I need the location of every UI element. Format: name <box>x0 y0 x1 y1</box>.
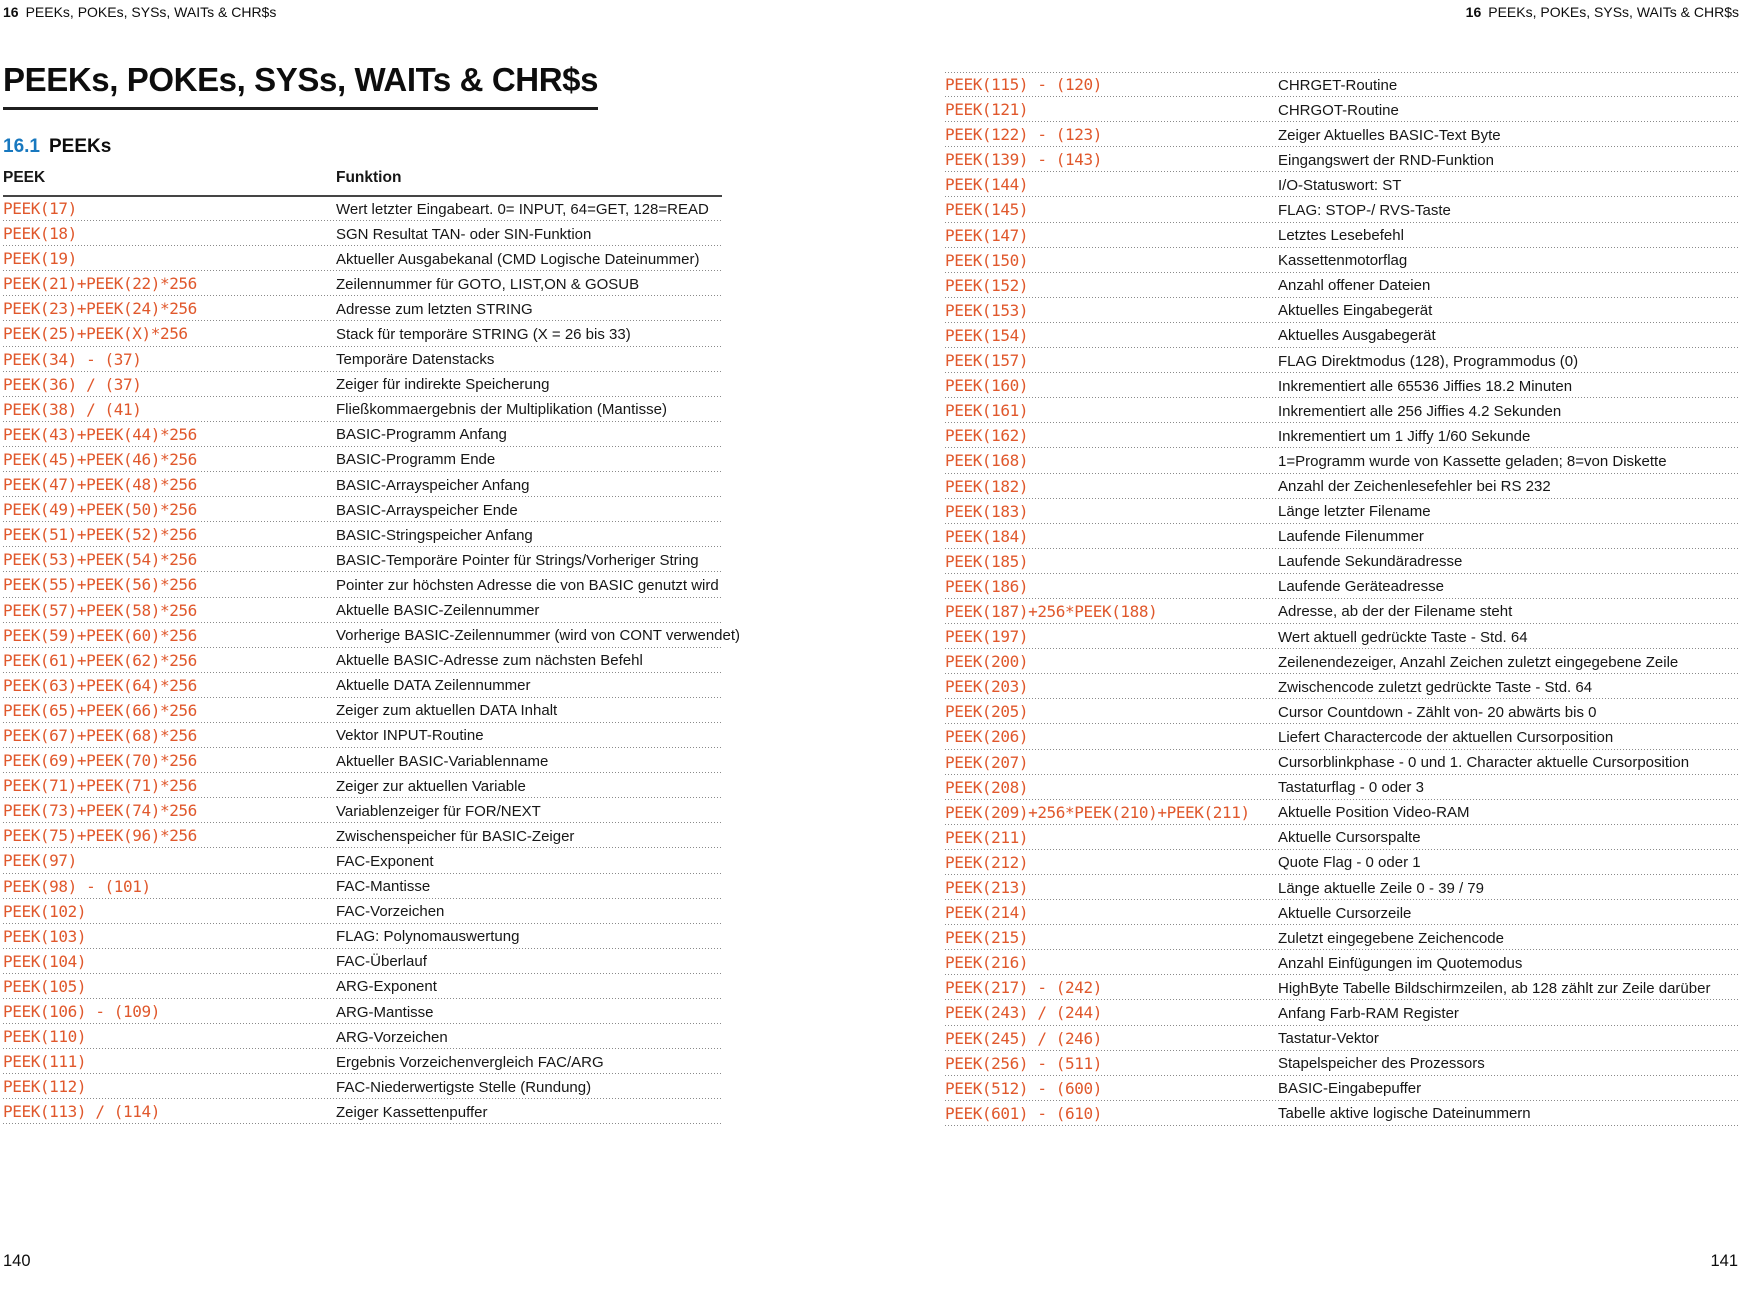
peek-code-cell: PEEK(55)+PEEK(56)*256 <box>3 575 197 595</box>
peek-code-cell: PEEK(512) - (600) <box>945 1078 1102 1098</box>
funktion-cell: Temporäre Datenstacks <box>336 351 495 369</box>
table-row <box>945 649 1739 674</box>
table-row <box>3 648 722 673</box>
table-row <box>945 524 1739 549</box>
peek-code-cell: PEEK(18) <box>3 224 77 244</box>
funktion-cell: Anzahl Einfügungen im Quotemodus <box>1278 954 1523 972</box>
funktion-cell: Vektor INPUT-Routine <box>336 727 484 745</box>
table-row <box>945 549 1739 574</box>
table-row <box>3 196 722 221</box>
funktion-cell: Quote Flag - 0 oder 1 <box>1278 854 1421 872</box>
table-row <box>945 348 1739 373</box>
table-row <box>945 323 1739 348</box>
table-row <box>3 271 722 296</box>
funktion-cell: Aktuelles Ausgabegerät <box>1278 327 1436 345</box>
peek-code-cell: PEEK(103) <box>3 926 87 946</box>
table-row <box>945 775 1739 800</box>
table-row <box>945 975 1739 1000</box>
table-row <box>3 1099 722 1124</box>
funktion-cell: FAC-Mantisse <box>336 878 431 896</box>
peek-code-cell: PEEK(200) <box>945 652 1029 672</box>
table-row <box>3 848 722 873</box>
peek-code-cell: PEEK(97) <box>3 851 77 871</box>
funktion-cell: Wert letzter Eingabeart. 0= INPUT, 64=GET, 128=READ <box>336 200 709 218</box>
peek-code-cell: PEEK(47)+PEEK(48)*256 <box>3 475 197 495</box>
running-header-right <box>945 4 1739 20</box>
funktion-cell: Zeiger zur aktuellen Variable <box>336 777 526 795</box>
funktion-cell: Länge letzter Filename <box>1278 503 1431 521</box>
funktion-cell: Anzahl offener Dateien <box>1278 277 1431 295</box>
funktion-cell: Adresse, ab der der Filename steht <box>1278 603 1513 621</box>
peek-code-cell: PEEK(161) <box>945 401 1029 421</box>
funktion-cell: Aktuelles Eingabegerät <box>1278 302 1433 320</box>
table-row <box>3 823 722 848</box>
funktion-cell: Zeilennummer für GOTO, LIST,ON & GOSUB <box>336 275 640 293</box>
page-number-left: 140 <box>3 1252 31 1270</box>
funktion-cell: Zeiger zum aktuellen DATA Inhalt <box>336 702 558 720</box>
funktion-cell: FAC-Überlauf <box>336 953 427 971</box>
table-row <box>3 547 722 572</box>
peek-code-cell: PEEK(67)+PEEK(68)*256 <box>3 725 197 745</box>
peek-code-cell: PEEK(115) - (120) <box>945 75 1102 94</box>
peek-code-cell: PEEK(152) <box>945 275 1029 295</box>
peek-code-cell: PEEK(184) <box>945 526 1029 546</box>
funktion-cell: BASIC-Arrayspeicher Ende <box>336 501 518 519</box>
peek-table-left <box>3 196 741 1124</box>
funktion-cell: Zeilenendezeiger, Anzahl Zeichen zuletzt eingegebene Zeile <box>1278 653 1679 671</box>
peek-code-cell: PEEK(157) <box>945 351 1029 371</box>
peek-code-cell: PEEK(256) - (511) <box>945 1053 1102 1073</box>
table-row <box>3 974 722 999</box>
table-row <box>945 1026 1739 1051</box>
peek-code-cell: PEEK(217) - (242) <box>945 978 1102 998</box>
right-page <box>945 0 1739 1309</box>
table-row <box>945 1000 1739 1025</box>
funktion-cell: Aktueller Ausgabekanal (CMD Logische Dateinummer) <box>336 250 700 268</box>
funktion-cell: Eingangswert der RND-Funktion <box>1278 151 1494 169</box>
peek-code-cell: PEEK(105) <box>3 976 87 996</box>
table-row <box>945 223 1739 248</box>
funktion-cell: Tabelle aktive logische Dateinummern <box>1278 1105 1531 1123</box>
funktion-cell: BASIC-Temporäre Pointer für Strings/Vorheriger String <box>336 551 699 569</box>
funktion-cell: CHRGET-Routine <box>1278 76 1398 94</box>
table-row <box>3 673 722 698</box>
column-header-funktion: Funktion <box>336 169 402 186</box>
peek-code-cell: PEEK(139) - (143) <box>945 150 1102 170</box>
peek-code-cell: PEEK(38) / (41) <box>3 399 142 419</box>
peek-code-cell: PEEK(122) - (123) <box>945 125 1102 145</box>
peek-code-cell: PEEK(36) / (37) <box>3 374 142 394</box>
funktion-cell: FLAG: Polynomauswertung <box>336 928 520 946</box>
peek-code-cell: PEEK(144) <box>945 175 1029 195</box>
funktion-cell: Ergebnis Vorzeichenvergleich FAC/ARG <box>336 1053 604 1071</box>
funktion-cell: Anzahl der Zeichenlesefehler bei RS 232 <box>1278 478 1551 495</box>
funktion-cell: FLAG: STOP-/ RVS-Taste <box>1278 201 1451 219</box>
peek-code-cell: PEEK(71)+PEEK(71)*256 <box>3 776 197 796</box>
peek-code-cell: PEEK(153) <box>945 300 1029 320</box>
peek-code-cell: PEEK(160) <box>945 376 1029 396</box>
peek-code-cell: PEEK(104) <box>3 951 87 971</box>
funktion-cell: Pointer zur höchsten Adresse die von BASIC genutzt wird <box>336 576 719 594</box>
funktion-cell: Zuletzt eingegebene Zeichencode <box>1278 929 1504 947</box>
table-row <box>3 874 722 899</box>
table-row <box>945 97 1739 122</box>
table-row <box>945 373 1739 398</box>
funktion-cell: SGN Resultat TAN- oder SIN-Funktion <box>336 225 592 243</box>
table-row <box>3 949 722 974</box>
table-row <box>3 397 722 422</box>
table-row <box>3 999 722 1024</box>
page-title: PEEKs, POKEs, SYSs, WAITs & CHR$s <box>3 61 598 110</box>
funktion-cell: Aktuelle DATA Zeilennummer <box>336 677 531 695</box>
funktion-cell: Zeiger Kassettenpuffer <box>336 1103 488 1121</box>
left-page <box>3 0 741 1309</box>
funktion-cell: Kassettenmotorflag <box>1278 252 1408 270</box>
funktion-cell: Länge aktuelle Zeile 0 - 39 / 79 <box>1278 879 1484 897</box>
table-row <box>945 1051 1739 1076</box>
peek-code-cell: PEEK(19) <box>3 249 77 269</box>
peek-code-cell: PEEK(59)+PEEK(60)*256 <box>3 625 197 645</box>
peek-code-cell: PEEK(209)+256*PEEK(210)+PEEK(211) <box>945 802 1250 822</box>
peek-code-cell: PEEK(17) <box>3 199 77 218</box>
column-header-peek: PEEK <box>3 169 46 186</box>
peek-code-cell: PEEK(45)+PEEK(46)*256 <box>3 449 197 469</box>
funktion-cell: BASIC-Arrayspeicher Anfang <box>336 476 530 494</box>
peek-code-cell: PEEK(65)+PEEK(66)*256 <box>3 700 197 720</box>
peek-code-cell: PEEK(145) <box>945 200 1029 220</box>
funktion-cell: BASIC-Stringspeicher Anfang <box>336 526 533 544</box>
peek-code-cell: PEEK(51)+PEEK(52)*256 <box>3 525 197 545</box>
funktion-cell: Wert aktuell gedrückte Taste - Std. 64 <box>1278 628 1528 646</box>
peek-code-cell: PEEK(183) <box>945 501 1029 521</box>
peek-code-cell: PEEK(211) <box>945 827 1029 847</box>
funktion-cell: FLAG Direktmodus (128), Programmodus (0) <box>1278 352 1579 370</box>
funktion-cell: Variablenzeiger für FOR/NEXT <box>336 802 541 820</box>
table-row <box>945 1076 1739 1101</box>
table-row <box>3 723 722 748</box>
table-row <box>3 572 722 597</box>
table-row <box>945 950 1739 975</box>
funktion-cell: FAC-Exponent <box>336 852 434 870</box>
table-row <box>3 698 722 723</box>
peek-code-cell: PEEK(187)+256*PEEK(188) <box>945 601 1158 621</box>
table-row <box>3 321 722 346</box>
funktion-cell: ARG-Mantisse <box>336 1003 434 1021</box>
peek-code-cell: PEEK(106) - (109) <box>3 1002 160 1021</box>
table-row <box>945 850 1739 875</box>
table-row <box>945 474 1739 499</box>
peek-code-cell: PEEK(208) <box>945 777 1029 797</box>
funktion-cell: BASIC-Eingabepuffer <box>1278 1080 1422 1098</box>
table-row <box>945 624 1739 649</box>
funktion-cell: Laufende Geräteadresse <box>1278 578 1444 596</box>
funktion-cell: FAC-Niederwertigste Stelle (Rundung) <box>336 1078 592 1096</box>
running-header-left <box>3 4 722 20</box>
chapter-title: PEEKs, POKEs, SYSs, WAITs & CHR$s <box>25 4 277 20</box>
table-row <box>3 422 722 447</box>
peek-code-cell: PEEK(213) <box>945 878 1029 897</box>
table-row <box>945 674 1739 699</box>
peek-code-cell: PEEK(243) / (244) <box>945 1003 1102 1023</box>
table-row <box>945 122 1739 147</box>
peek-code-cell: PEEK(98) - (101) <box>3 876 151 896</box>
funktion-cell: Laufende Filenummer <box>1278 528 1424 546</box>
table-row <box>3 748 722 773</box>
funktion-cell: Cursorblinkphase - 0 und 1. Character aktuelle Cursorposition <box>1278 754 1690 772</box>
funktion-cell: Laufende Sekundäradresse <box>1278 553 1463 571</box>
peek-code-cell: PEEK(63)+PEEK(64)*256 <box>3 675 197 695</box>
peek-code-cell: PEEK(21)+PEEK(22)*256 <box>3 274 197 294</box>
peek-code-cell: PEEK(197) <box>945 627 1029 647</box>
table-row <box>945 825 1739 850</box>
table-row <box>945 248 1739 273</box>
table-row <box>945 875 1739 900</box>
table-row <box>3 924 722 949</box>
table-header <box>3 169 722 197</box>
table-row <box>3 1024 722 1049</box>
section-heading <box>3 136 111 158</box>
funktion-cell: Tastatur-Vektor <box>1278 1030 1379 1048</box>
peek-code-cell: PEEK(205) <box>945 702 1029 722</box>
funktion-cell: Zeiger für indirekte Speicherung <box>336 376 550 394</box>
funktion-cell: I/O-Statuswort: ST <box>1278 176 1402 194</box>
section-title: PEEKs <box>48 136 112 157</box>
table-row <box>3 472 722 497</box>
chapter-number: 16 <box>1465 4 1482 20</box>
peek-code-cell: PEEK(111) <box>3 1052 87 1072</box>
funktion-cell: Tastaturflag - 0 oder 3 <box>1278 779 1424 797</box>
table-row <box>3 246 722 271</box>
peek-code-cell: PEEK(214) <box>945 903 1029 923</box>
peek-code-cell: PEEK(215) <box>945 928 1029 948</box>
funktion-cell: Fließkommaergebnis der Multiplikation (Mantisse) <box>336 401 667 419</box>
funktion-cell: Letztes Lesebefehl <box>1278 227 1404 245</box>
peek-code-cell: PEEK(49)+PEEK(50)*256 <box>3 500 197 520</box>
table-row <box>3 347 722 372</box>
funktion-cell: ARG-Vorzeichen <box>336 1028 448 1046</box>
table-row <box>3 296 722 321</box>
peek-code-cell: PEEK(23)+PEEK(24)*256 <box>3 299 197 319</box>
funktion-cell: Aktuelle BASIC-Zeilennummer <box>336 602 540 619</box>
peek-code-cell: PEEK(113) / (114) <box>3 1102 160 1122</box>
peek-code-cell: PEEK(34) - (37) <box>3 349 142 369</box>
table-row <box>3 372 722 397</box>
table-row <box>945 574 1739 599</box>
table-row <box>945 599 1739 624</box>
table-row <box>945 197 1739 222</box>
funktion-cell: CHRGOT-Routine <box>1278 101 1399 119</box>
funktion-cell: Zwischencode zuletzt gedrückte Taste - Std. 64 <box>1278 678 1593 696</box>
table-row <box>945 724 1739 749</box>
chapter-number: 16 <box>3 4 19 20</box>
funktion-cell: Adresse zum letzten STRING <box>336 300 533 318</box>
funktion-cell: Inkrementiert um 1 Jiffy 1/60 Sekunde <box>1278 427 1531 445</box>
peek-code-cell: PEEK(147) <box>945 225 1029 245</box>
funktion-cell: Liefert Charactercode der aktuellen Cursorposition <box>1278 728 1614 746</box>
peek-code-cell: PEEK(182) <box>945 476 1029 496</box>
funktion-cell: Inkrementiert alle 256 Jiffies 4.2 Sekunden <box>1278 402 1562 420</box>
funktion-cell: Aktuelle BASIC-Adresse zum nächsten Befehl <box>336 652 643 670</box>
peek-code-cell: PEEK(121) <box>945 100 1029 120</box>
peek-code-cell: PEEK(53)+PEEK(54)*256 <box>3 550 197 570</box>
table-row <box>3 1049 722 1074</box>
peek-code-cell: PEEK(216) <box>945 953 1029 973</box>
funktion-cell: HighByte Tabelle Bildschirmzeilen, ab 128 zählt zur Zeile darüber <box>1278 979 1711 997</box>
table-row <box>945 298 1739 323</box>
table-row <box>3 623 741 648</box>
funktion-cell: BASIC-Programm Ende <box>336 451 496 469</box>
table-row <box>945 699 1739 724</box>
peek-code-cell: PEEK(61)+PEEK(62)*256 <box>3 650 197 670</box>
peek-code-cell: PEEK(43)+PEEK(44)*256 <box>3 424 197 444</box>
table-row <box>945 499 1739 524</box>
table-row <box>3 899 722 924</box>
peek-code-cell: PEEK(245) / (246) <box>945 1028 1102 1048</box>
table-row <box>945 1101 1739 1126</box>
table-row <box>945 172 1739 197</box>
table-row <box>3 497 722 522</box>
peek-code-cell: PEEK(207) <box>945 752 1029 772</box>
peek-code-cell: PEEK(162) <box>945 426 1029 446</box>
funktion-cell: 1=Programm wurde von Kassette geladen; 8=von Diskette <box>1278 452 1667 470</box>
peek-code-cell: PEEK(212) <box>945 852 1029 872</box>
funktion-cell: Zeiger Aktuelles BASIC-Text Byte <box>1278 126 1501 144</box>
funktion-cell: Aktueller BASIC-Variablenname <box>336 752 549 770</box>
peek-code-cell: PEEK(168) <box>945 451 1029 471</box>
peek-code-cell: PEEK(186) <box>945 576 1029 596</box>
table-row <box>945 900 1739 925</box>
peek-code-cell: PEEK(110) <box>3 1027 87 1047</box>
funktion-cell: ARG-Exponent <box>336 978 437 996</box>
table-row <box>945 750 1739 775</box>
funktion-cell: Vorherige BASIC-Zeilennummer (wird von CONT verwendet) <box>336 627 741 645</box>
table-row <box>945 273 1739 298</box>
table-row <box>3 598 722 623</box>
table-row <box>945 147 1739 172</box>
funktion-cell: Stapelspeicher des Prozessors <box>1278 1055 1485 1073</box>
page-number-right: 141 <box>1710 1252 1738 1270</box>
funktion-cell: Aktuelle Cursorspalte <box>1278 829 1421 847</box>
table-row <box>3 522 722 547</box>
funktion-cell: Stack für temporäre STRING (X = 26 bis 33) <box>336 325 631 343</box>
funktion-cell: FAC-Vorzeichen <box>336 903 445 921</box>
peek-code-cell: PEEK(112) <box>3 1077 87 1097</box>
peek-code-cell: PEEK(102) <box>3 901 87 921</box>
peek-code-cell: PEEK(75)+PEEK(96)*256 <box>3 826 197 846</box>
funktion-cell: Inkrementiert alle 65536 Jiffies 18.2 Minuten <box>1278 377 1573 395</box>
table-row <box>3 1074 722 1099</box>
peek-code-cell: PEEK(69)+PEEK(70)*256 <box>3 751 197 771</box>
table-row <box>945 448 1739 473</box>
peek-code-cell: PEEK(601) - (610) <box>945 1103 1102 1123</box>
funktion-cell: Aktuelle Cursorzeile <box>1278 904 1412 922</box>
funktion-cell: Aktuelle Position Video-RAM <box>1278 804 1470 822</box>
peek-code-cell: PEEK(206) <box>945 727 1029 747</box>
table-row <box>945 925 1739 950</box>
table-row <box>945 423 1739 448</box>
table-row <box>3 447 722 472</box>
table-row <box>945 72 1739 97</box>
peek-code-cell: PEEK(57)+PEEK(58)*256 <box>3 600 197 620</box>
table-row <box>3 798 722 823</box>
section-number: 16.1 <box>3 136 40 157</box>
table-row <box>3 221 722 246</box>
funktion-cell: BASIC-Programm Anfang <box>336 426 507 444</box>
chapter-title: PEEKs, POKEs, SYSs, WAITs & CHR$s <box>1488 4 1739 20</box>
peek-table-right <box>945 72 1739 1126</box>
peek-code-cell: PEEK(25)+PEEK(X)*256 <box>3 324 188 344</box>
funktion-cell: Cursor Countdown - Zählt von- 20 abwärts bis 0 <box>1278 703 1597 721</box>
funktion-cell: Zwischenspeicher für BASIC-Zeiger <box>336 827 575 845</box>
peek-code-cell: PEEK(185) <box>945 551 1029 571</box>
peek-code-cell: PEEK(150) <box>945 250 1029 270</box>
peek-code-cell: PEEK(154) <box>945 325 1029 345</box>
funktion-cell: Anfang Farb-RAM Register <box>1278 1004 1459 1022</box>
table-row <box>945 398 1739 423</box>
table-row <box>945 800 1739 825</box>
peek-code-cell: PEEK(73)+PEEK(74)*256 <box>3 801 197 821</box>
table-row <box>3 773 722 798</box>
peek-code-cell: PEEK(203) <box>945 677 1029 697</box>
